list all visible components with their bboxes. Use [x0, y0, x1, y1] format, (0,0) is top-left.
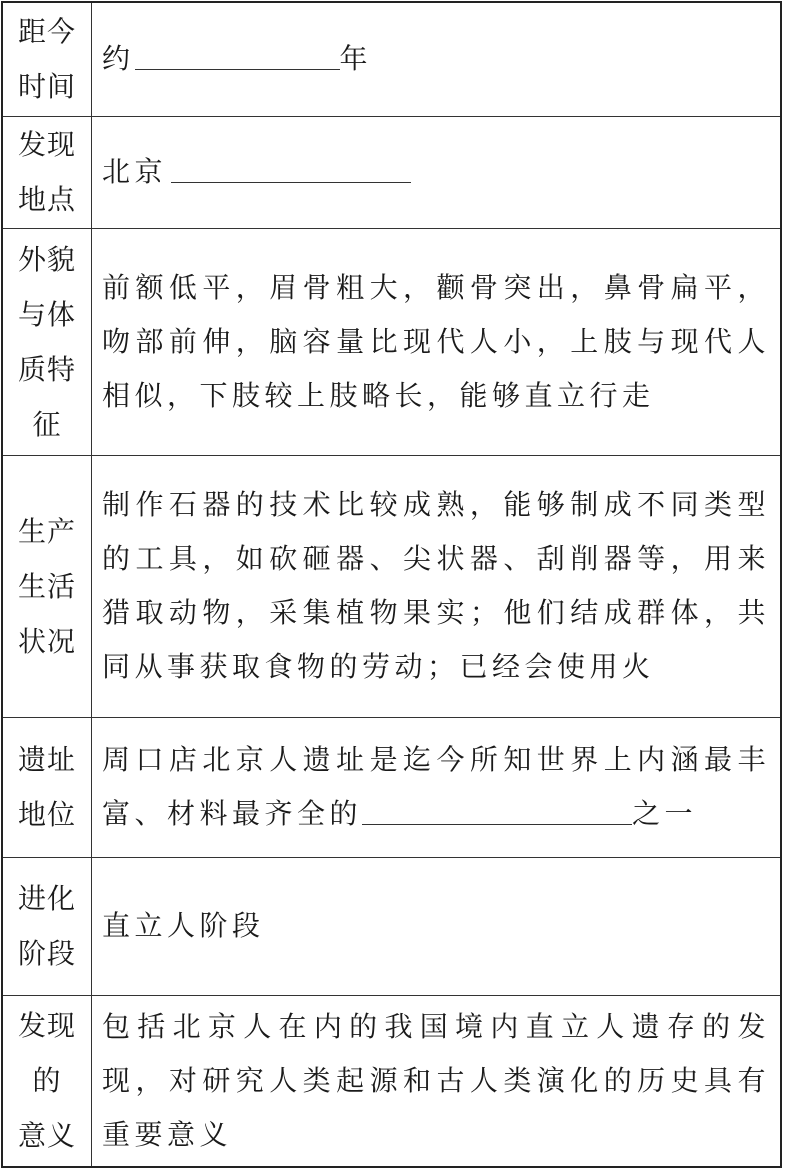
row-content-appearance — [92, 228, 781, 455]
label-line: 地位 — [17, 798, 76, 831]
label-line: 意义 — [17, 1119, 76, 1153]
row-content-location — [92, 116, 781, 228]
row-label-appearance — [3, 228, 92, 455]
table-row — [3, 3, 780, 116]
row-label-time — [3, 3, 92, 116]
label-line: 发现 — [17, 1009, 76, 1043]
row-label-location — [3, 116, 92, 228]
table-row — [3, 228, 780, 455]
row-content-evolution-stage — [92, 857, 781, 995]
row-content-significance — [92, 995, 781, 1166]
row-content-production-life — [92, 455, 781, 717]
fill-blank-years[interactable] — [135, 37, 340, 70]
label-line: 的 — [32, 1064, 62, 1098]
table-row — [3, 995, 780, 1166]
row-content-time — [92, 3, 781, 116]
row-content-site-status — [92, 717, 781, 857]
worksheet-table — [1, 1, 782, 1168]
label-line: 生产 — [17, 514, 76, 548]
label-line: 征 — [32, 407, 62, 441]
label-line: 距今 — [17, 15, 76, 49]
content-text: 制作石器的技术比较成熟，能够制成不同类型的工具，如砍砸器、尖状器、刮削器等，用来猎取动物，采集植物果实；他们结成群体，共同从事获取食物的劳动；已经会使用火 — [102, 488, 770, 683]
row-label-site-status — [3, 717, 92, 857]
table-row — [3, 455, 780, 717]
content-text: 北京 — [102, 155, 168, 188]
content-text: 之一 — [632, 797, 698, 830]
table-row — [3, 857, 780, 995]
row-label-significance — [3, 995, 92, 1166]
content-text: 周口店北京人遗址是迄今所知世界上内涵最丰富、材料最齐全的 — [102, 743, 770, 830]
label-line: 发现 — [17, 128, 76, 161]
info-table — [3, 3, 780, 1166]
label-line: 外貌 — [17, 242, 76, 276]
fill-blank-site-status[interactable] — [362, 792, 632, 825]
content-text: 年 — [339, 42, 373, 76]
label-line: 状况 — [17, 624, 76, 658]
label-line: 质特 — [17, 352, 76, 386]
row-label-evolution-stage — [3, 857, 92, 995]
content-text: 直立人阶段 — [102, 909, 265, 942]
fill-blank-location[interactable] — [171, 150, 411, 183]
label-line: 与体 — [17, 297, 76, 331]
label-line: 生活 — [17, 569, 76, 603]
content-text: 包括北京人在内的我国境内直立人遗存的发现，对研究人类起源和古人类演化的历史具有重要意义 — [102, 1009, 770, 1151]
table-row — [3, 116, 780, 228]
label-line: 地点 — [17, 183, 76, 216]
row-label-production-life — [3, 455, 92, 717]
content-text: 约 — [102, 42, 135, 76]
label-line: 时间 — [17, 70, 76, 104]
content-text: 前额低平，眉骨粗大，颧骨突出，鼻骨扁平，吻部前伸，脑容量比现代人小，上肢与现代人相似，下肢较上肢略长，能够直立行走 — [102, 270, 770, 412]
table-row — [3, 717, 780, 857]
label-line: 遗址 — [17, 743, 76, 776]
label-line: 阶段 — [17, 937, 76, 970]
label-line: 进化 — [17, 882, 76, 915]
